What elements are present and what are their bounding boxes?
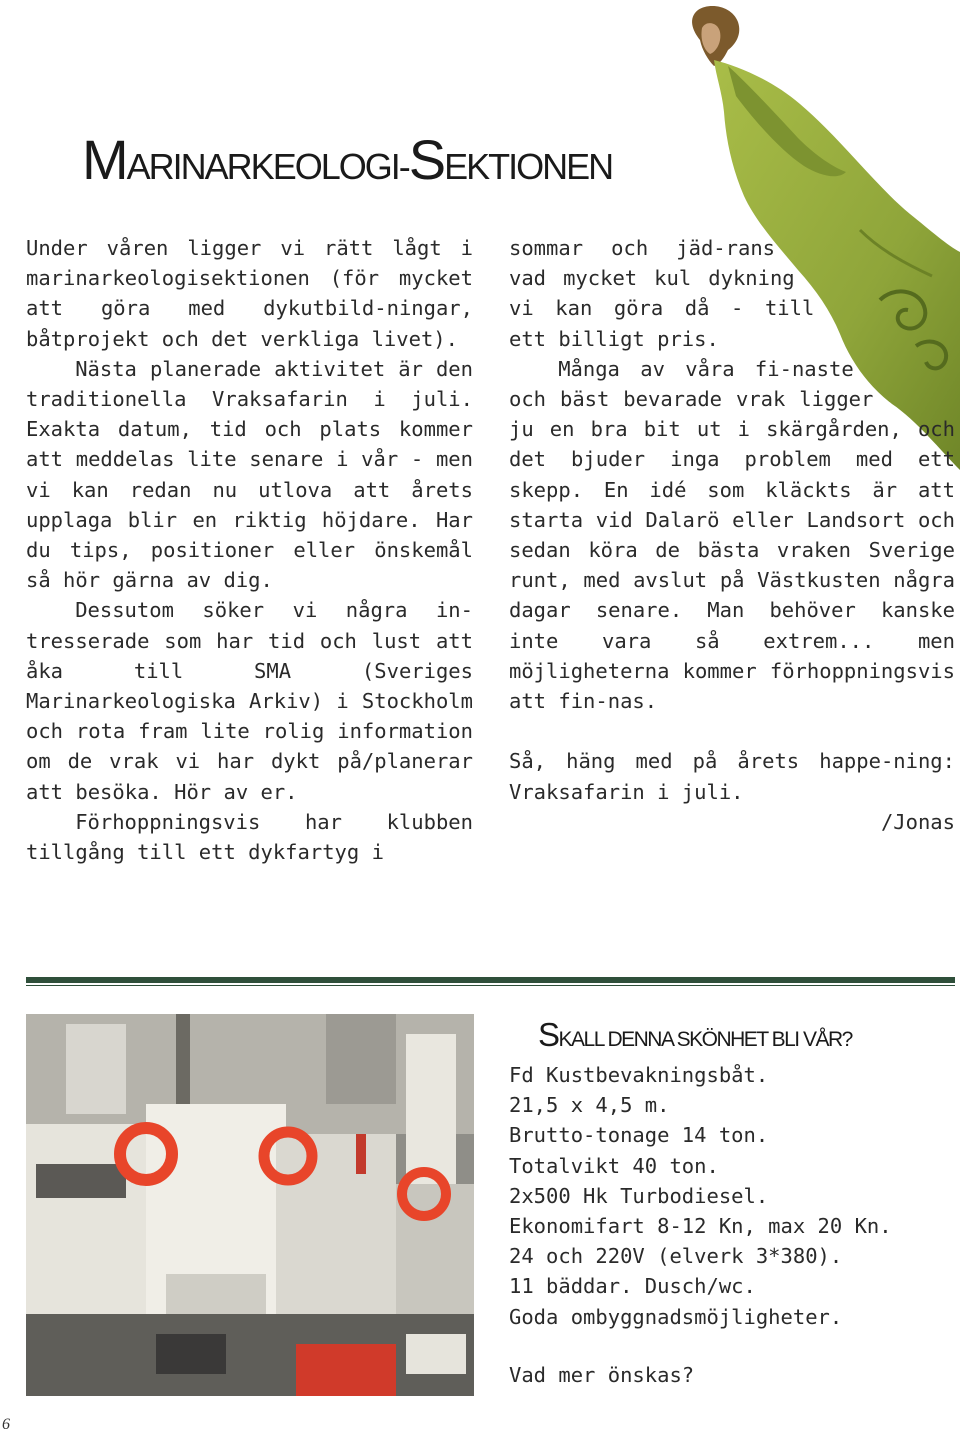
page-number: 6 xyxy=(2,1416,10,1433)
spec-item: 2x500 Hk Turbodiesel. xyxy=(509,1183,769,1208)
paragraph: Många av våra fi-naste och bäst bevarade vrak ligger ju en bra bit ut i skärgården, och det bjuder inga problem med ett skepp. En idé som kläckts är att starta vid Dalarö eller Landsort och sedan köra de bästa vraken Sverige runt, med avslut på Västkusten några dagar senare. Man behöver kanske inte vara så extrem... men möjligheterna kommer förhoppningsvis att fin-nas. xyxy=(509,356,955,714)
paragraph: Förhoppningsvis har klubben tillgång till ett dykfartyg i xyxy=(26,809,473,865)
spec-item: 11 bäddar. Dusch/wc. xyxy=(509,1274,756,1299)
title-rest-2: EKTIONEN xyxy=(444,146,613,187)
title-initial-2: S xyxy=(408,128,445,191)
spec-item: 24 och 220V (elverk 3*380). xyxy=(509,1244,843,1269)
page-title xyxy=(82,128,613,191)
article-column-right xyxy=(509,233,955,837)
signature: /Jonas xyxy=(880,809,955,834)
boat-box-outro: Vad mer önskas? xyxy=(509,1363,695,1387)
paragraph: Dessutom söker vi några in-tresserade som har tid och lust att åka till SMA (Sveriges Marinarkeologiska Arkiv) i Stockholm och rota fram lite rolig information om de vrak vi har dykt på/planerar att besöka. Hör av er. xyxy=(26,598,473,804)
spec-item: Brutto-tonage 14 ton. xyxy=(509,1123,769,1148)
boat-photo xyxy=(26,1014,474,1396)
article-column-left xyxy=(26,233,473,867)
spec-item: Fd Kustbevakningsbåt. xyxy=(509,1063,769,1087)
title-rest: ARINARKEOLOGI- xyxy=(126,146,409,187)
closing-line: Så, häng med på årets happe-ning: Vraksafarin i juli. xyxy=(509,749,955,804)
section-divider xyxy=(26,977,955,983)
box-title-initial: S xyxy=(538,1016,559,1053)
spec-item: 21,5 x 4,5 m. xyxy=(509,1093,670,1118)
boat-specs-list xyxy=(509,1060,892,1332)
spec-item: Ekonomifart 8-12 Kn, max 20 Kn. xyxy=(509,1214,892,1239)
spec-item: Totalvikt 40 ton. xyxy=(509,1153,719,1178)
paragraph: sommar och jäd-rans vad mycket kul dykning vi kan göra då - till ett billigt pris. xyxy=(509,236,815,351)
paragraph: Nästa planerade aktivitet är den traditionella Vraksafarin i juli. Exakta datum, tid och plats kommer att meddelas lite senare i vår - men vi kan redan nu utlova att årets upplaga blir en riktig höjdare. Har du tips, positioner eller önskemål så hör gärna av dig. xyxy=(26,356,473,593)
spec-item: Goda ombyggnadsmöjligheter. xyxy=(509,1304,843,1329)
title-initial: M xyxy=(82,128,127,191)
boat-box-title xyxy=(538,1018,852,1051)
box-title-rest: KALL DENNA SKÖNHET BLI VÅR? xyxy=(558,1028,852,1051)
paragraph: Under våren ligger vi rätt lågt i marinarkeologisektionen (för mycket att göra med dykutbild-ningar, båtprojekt och det verkliga livet). xyxy=(26,236,473,351)
